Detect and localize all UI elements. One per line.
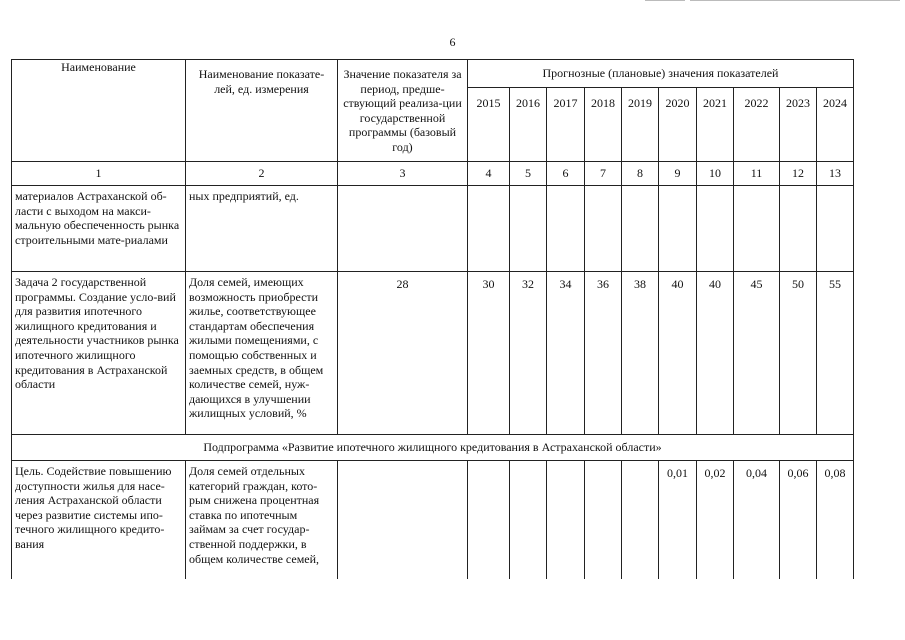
column-number: 12 — [780, 162, 817, 186]
row-value — [734, 186, 780, 272]
row-value: 30 — [468, 272, 510, 435]
row-base-value: 28 — [338, 272, 468, 435]
header-forecast: Прогнозные (плановые) значения показателей — [468, 60, 854, 88]
header-year: 2024 — [817, 88, 854, 162]
row-value — [622, 186, 659, 272]
column-number: 2 — [186, 162, 338, 186]
row-value — [622, 461, 659, 579]
header-year: 2020 — [659, 88, 697, 162]
row-value — [468, 186, 510, 272]
row-value: 34 — [547, 272, 585, 435]
table-row — [12, 272, 854, 435]
column-number-row — [12, 162, 854, 186]
row-value — [585, 186, 622, 272]
row-value: 0,08 — [817, 461, 854, 579]
top-rule-right — [690, 0, 900, 1]
header-year: 2016 — [510, 88, 547, 162]
row-value — [780, 186, 817, 272]
row-value: 40 — [659, 272, 697, 435]
row-value — [817, 186, 854, 272]
header-year: 2017 — [547, 88, 585, 162]
table-row — [12, 461, 854, 579]
row-name: материалов Астраханской об-ласти с выходом на макси-мальную обеспеченность рынка строительными мате-риалами — [12, 186, 186, 272]
row-value: 38 — [622, 272, 659, 435]
column-number: 3 — [338, 162, 468, 186]
row-indicator: Доля семей, имеющих возможность приобрести жилье, соответствующее стандартам обеспечения жилыми помещениями, с помощью собственных и заемных средств, в общем количестве семей, нуж-дающихся в улучшении жилищных условий, % — [186, 272, 338, 435]
header-name: Наименование — [12, 60, 186, 162]
column-number: 11 — [734, 162, 780, 186]
row-value — [547, 461, 585, 579]
header-year: 2022 — [734, 88, 780, 162]
row-value: 0,06 — [780, 461, 817, 579]
row-value — [585, 461, 622, 579]
row-value: 40 — [697, 272, 734, 435]
column-number: 10 — [697, 162, 734, 186]
table-row — [12, 186, 854, 272]
header-indicator: Наименование показате-лей, ед. измерения — [186, 60, 338, 162]
column-number: 8 — [622, 162, 659, 186]
row-value: 0,02 — [697, 461, 734, 579]
row-value: 36 — [585, 272, 622, 435]
header-year: 2015 — [468, 88, 510, 162]
row-value — [547, 186, 585, 272]
row-base-value — [338, 186, 468, 272]
row-value: 55 — [817, 272, 854, 435]
column-number: 6 — [547, 162, 585, 186]
row-value — [510, 461, 547, 579]
row-value: 45 — [734, 272, 780, 435]
top-rule-left — [645, 0, 685, 1]
row-indicator: Доля семей отдельных категорий граждан, кото-рым снижена процентная ставка по ипотечным займам за счет государ-ственной поддержки, в общем количестве семей, — [186, 461, 338, 579]
column-number: 7 — [585, 162, 622, 186]
row-value — [659, 186, 697, 272]
column-number: 4 — [468, 162, 510, 186]
column-number: 13 — [817, 162, 854, 186]
row-name: Цель. Содействие повышению доступности жилья для насе-ления Астраханской области через развитие системы ипо-течного жилищного кредито-вания — [12, 461, 186, 579]
subprogram-row — [12, 435, 854, 461]
row-value: 0,04 — [734, 461, 780, 579]
header-base-value: Значение показателя за период, предше-ствующий реализа-ции государственной программы (базовый год) — [338, 60, 468, 162]
row-value: 0,01 — [659, 461, 697, 579]
header-year: 2018 — [585, 88, 622, 162]
row-value — [468, 461, 510, 579]
subprogram-title: Подпрограмма «Развитие ипотечного жилищного кредитования в Астраханской области» — [12, 435, 854, 461]
header-row-1 — [12, 60, 854, 88]
header-year: 2023 — [780, 88, 817, 162]
row-value: 32 — [510, 272, 547, 435]
column-number: 9 — [659, 162, 697, 186]
row-indicator: ных предприятий, ед. — [186, 186, 338, 272]
row-base-value — [338, 461, 468, 579]
column-number: 5 — [510, 162, 547, 186]
row-value — [697, 186, 734, 272]
page-number: 6 — [449, 35, 456, 49]
header-year: 2021 — [697, 88, 734, 162]
row-value: 50 — [780, 272, 817, 435]
header-year: 2019 — [622, 88, 659, 162]
row-name: Задача 2 государственной программы. Создание усло-вий для развития ипотечного жилищного кредитования и деятельности участников рынка ипотечного жилищного кредитования в Астраханской области — [12, 272, 186, 435]
row-value — [510, 186, 547, 272]
column-number: 1 — [12, 162, 186, 186]
indicators-table — [11, 59, 854, 579]
